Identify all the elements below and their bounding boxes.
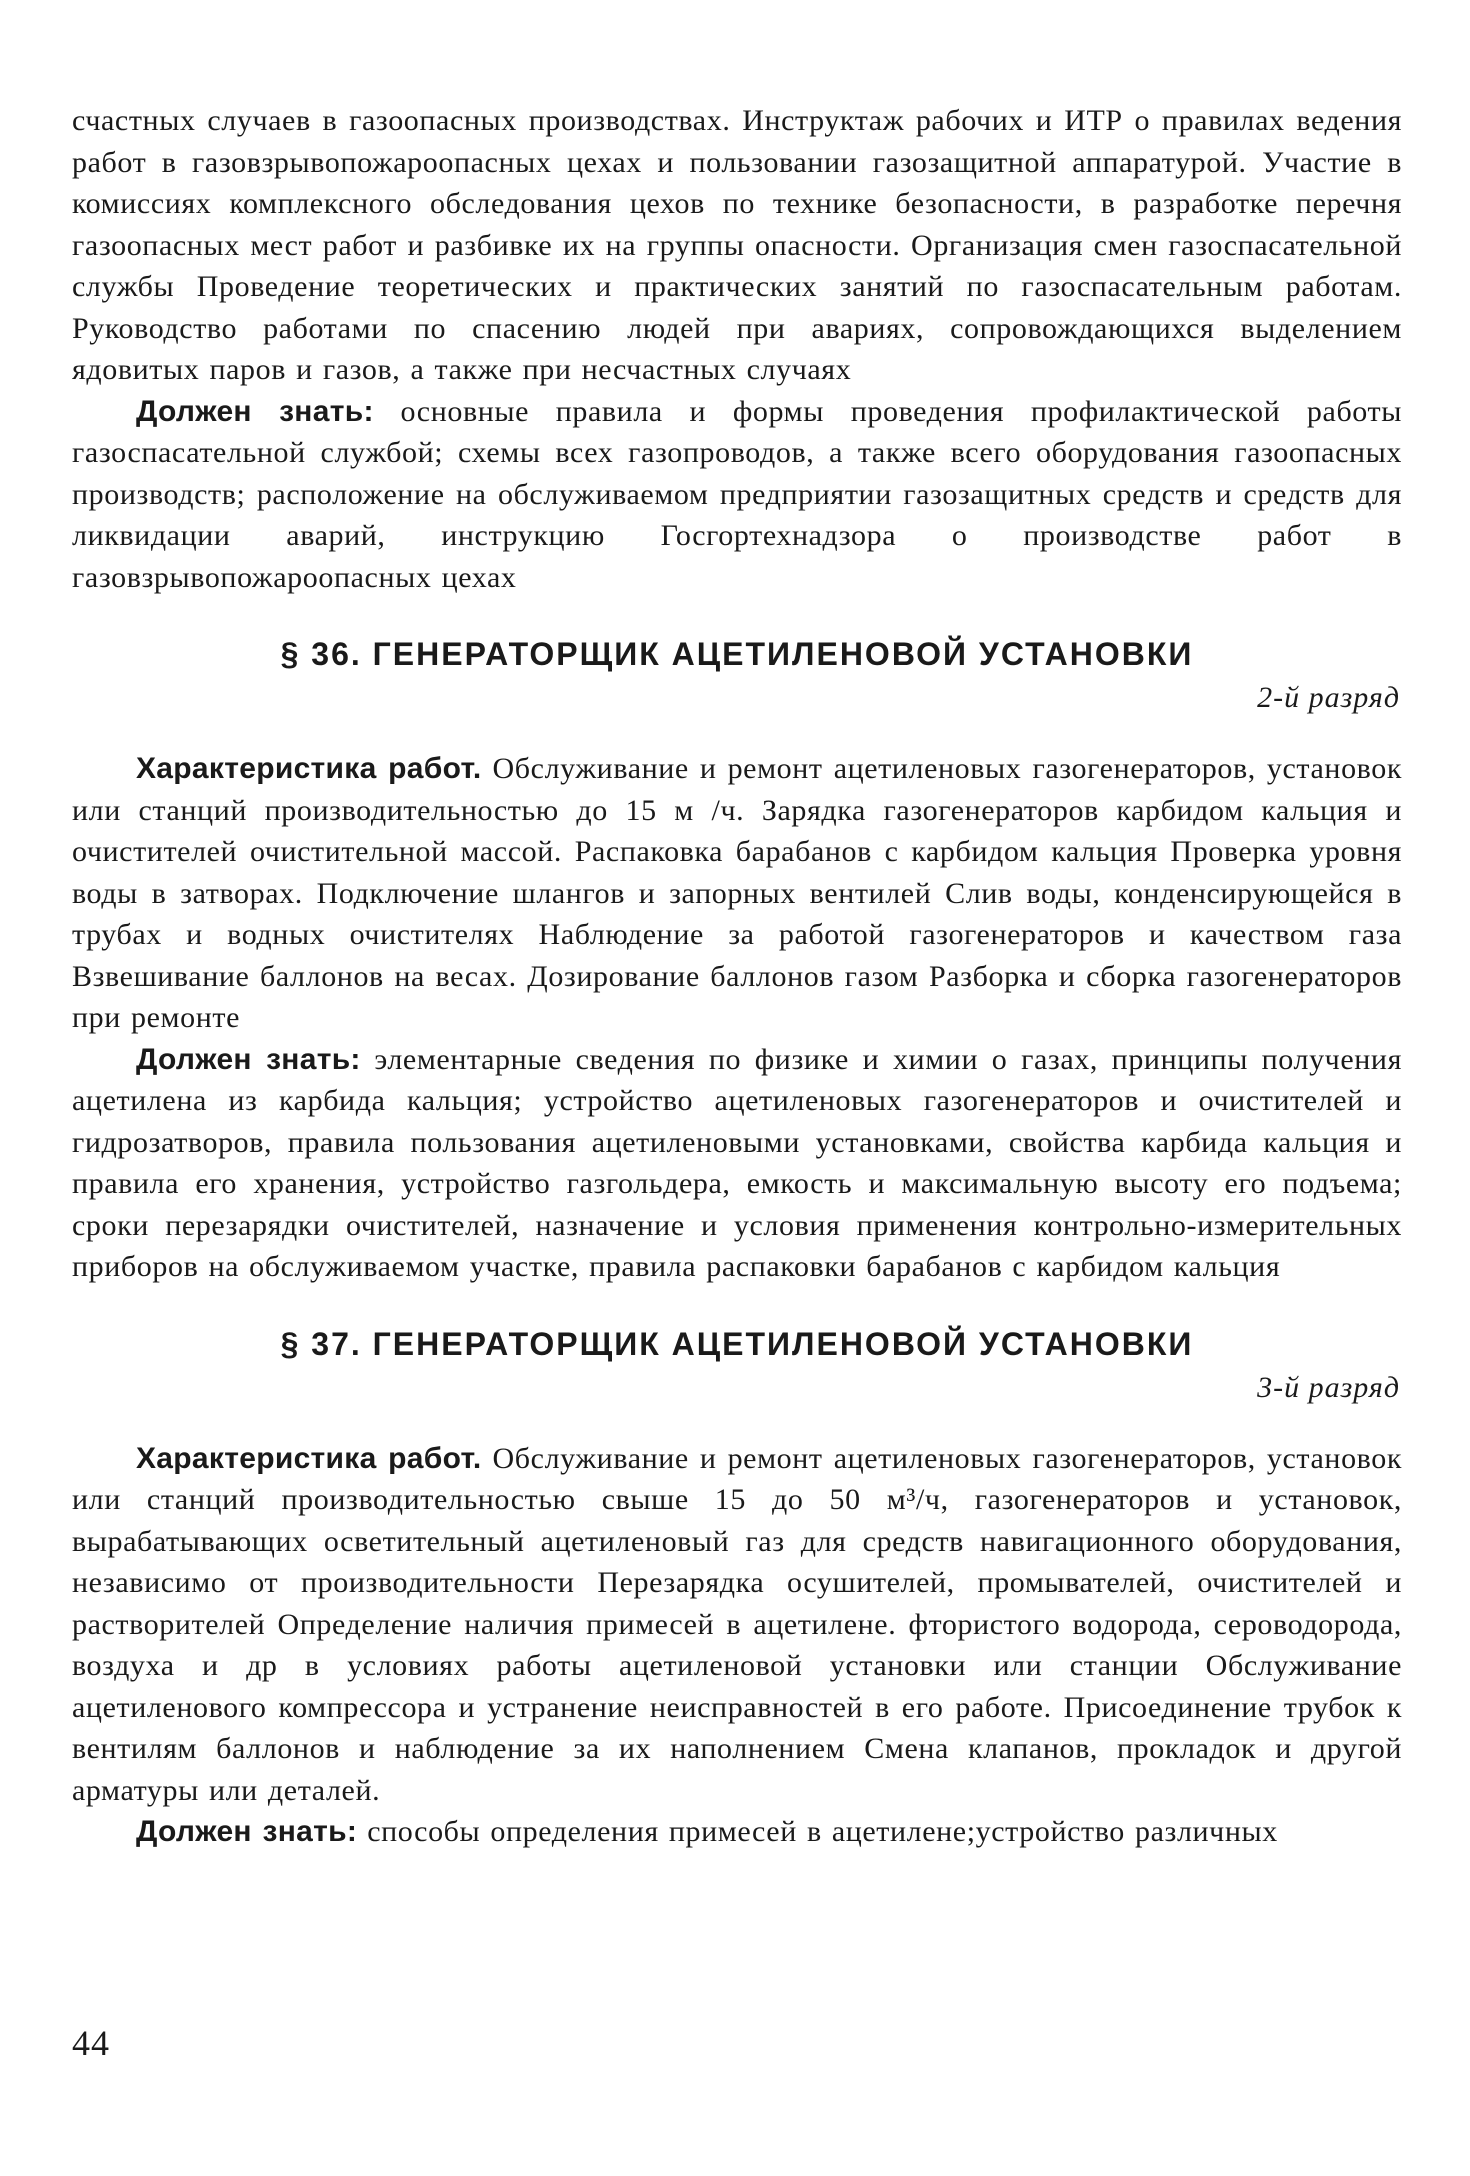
intro-text: счастных случаев в газоопасных производствах. Инструктаж рабочих и ИТР о правилах ведения работ в газовзрывопожароопасных цехах и пользовании газозащитной аппаратурой. Участие в комиссиях комплексного обследования цехов по технике безопасности, в разработке перечня газоопасных мест работ и разбивке их на группы опасности. Организация смен газоспасательной службы Проведение теоретических и практических занятий по газоспасательным работам. Руководство работами по спасению людей при авариях, сопровождающихся выделением ядовитых паров и газов, а также при несчастных случаях [72, 104, 1402, 386]
must-know-text: способы определения примесей в ацетилене;устройство различных [357, 1815, 1278, 1848]
must-know-label: Должен знать: [136, 1042, 361, 1076]
section-36-must-know [72, 1039, 1402, 1288]
must-know-label: Должен знать: [136, 1815, 358, 1848]
page-number: 44 [72, 2023, 110, 2063]
section-36-grade: 2-й разряд [1257, 681, 1400, 714]
characteristics-text: Обслуживание и ремонт ацетиленовых газогенераторов, установок или станций производительностью свыше 15 до 50 м³/ч, газогенераторов и установок, вырабатывающих осветительный ацетиленовый газ для средств навигационного оборудования, независимо от производительности Перезарядка осушителей, промывателей, очистителей и растворителей Определение наличия примесей в ацетилене. фтористого водорода, сероводорода, воздуха и др в условиях работы ацетиленовой установки или станции Обслуживание ацетиленового компрессора и устранение неисправностей в его работе. Присоединение трубок к вентилям баллонов и наблюдение за их наполнением Смена клапанов, прокладок и другой арматуры или деталей. [72, 1441, 1402, 1807]
characteristics-label: Характеристика работ. [136, 752, 482, 785]
characteristics-text: Обслуживание и ремонт ацетиленовых газогенераторов, установок или станций производительностью до 15 м /ч. Зарядка газогенераторов карбидом кальция и очистителей очистительной массой. Распаковка барабанов с карбидом кальция Проверка уровня воды в затворах. Подключение шлангов и запорных вентилей Слив воды, конденсирующейся в трубах и водных очистителях Наблюдение за работой газогенераторов и качеством газа Взвешивание баллонов на весах. Дозирование баллонов газом Разборка и сборка газогенераторов при ремонте [72, 752, 1402, 1034]
intro-paragraph [72, 100, 1402, 391]
section-37-heading: § 37. ГЕНЕРАТОРЩИК АЦЕТИЛЕНОВОЙ УСТАНОВКИ [280, 1325, 1194, 1362]
characteristics-label: Характеристика работ. [136, 1441, 482, 1475]
must-know-text: элементарные сведения по физике и химии о газах, принципы получения ацетилена из карбида кальция; устройство ацетиленовых газогенераторов и очистителей и гидрозатворов, правила пользования ацетиленовыми установками, свойства карбида кальция и правила его хранения, устройство газгольдера, емкость и максимальную высоту его подъема; сроки перезарядки очистителей, назначение и условия применения контрольно-измерительных приборов на обслуживаемом участке, правила распаковки барабанов с карбидом кальция [72, 1042, 1402, 1283]
section-37-characteristics [72, 1438, 1402, 1812]
section-37-must-know [72, 1811, 1402, 1853]
must-know-label: Должен знать: [136, 394, 374, 428]
intro-must-know-paragraph [72, 391, 1402, 599]
must-know-text: основные правила и формы проведения профилактической работы газоспасательной службой; схемы всех газопроводов, а также всего оборудования газоопасных производств; расположение на обслуживаемом предприятии газозащитных средств и средств для ликвидации аварий, инструкцию Госгортехнадзора о производстве работ в газовзрывопожароопасных цехах [72, 394, 1402, 594]
section-36-heading: § 36. ГЕНЕРАТОРЩИК АЦЕТИЛЕНОВОЙ УСТАНОВКИ [280, 636, 1194, 672]
section-37-grade: 3-й разряд [1257, 1370, 1400, 1404]
section-36-characteristics [72, 748, 1402, 1039]
document-page [72, 100, 1402, 1853]
